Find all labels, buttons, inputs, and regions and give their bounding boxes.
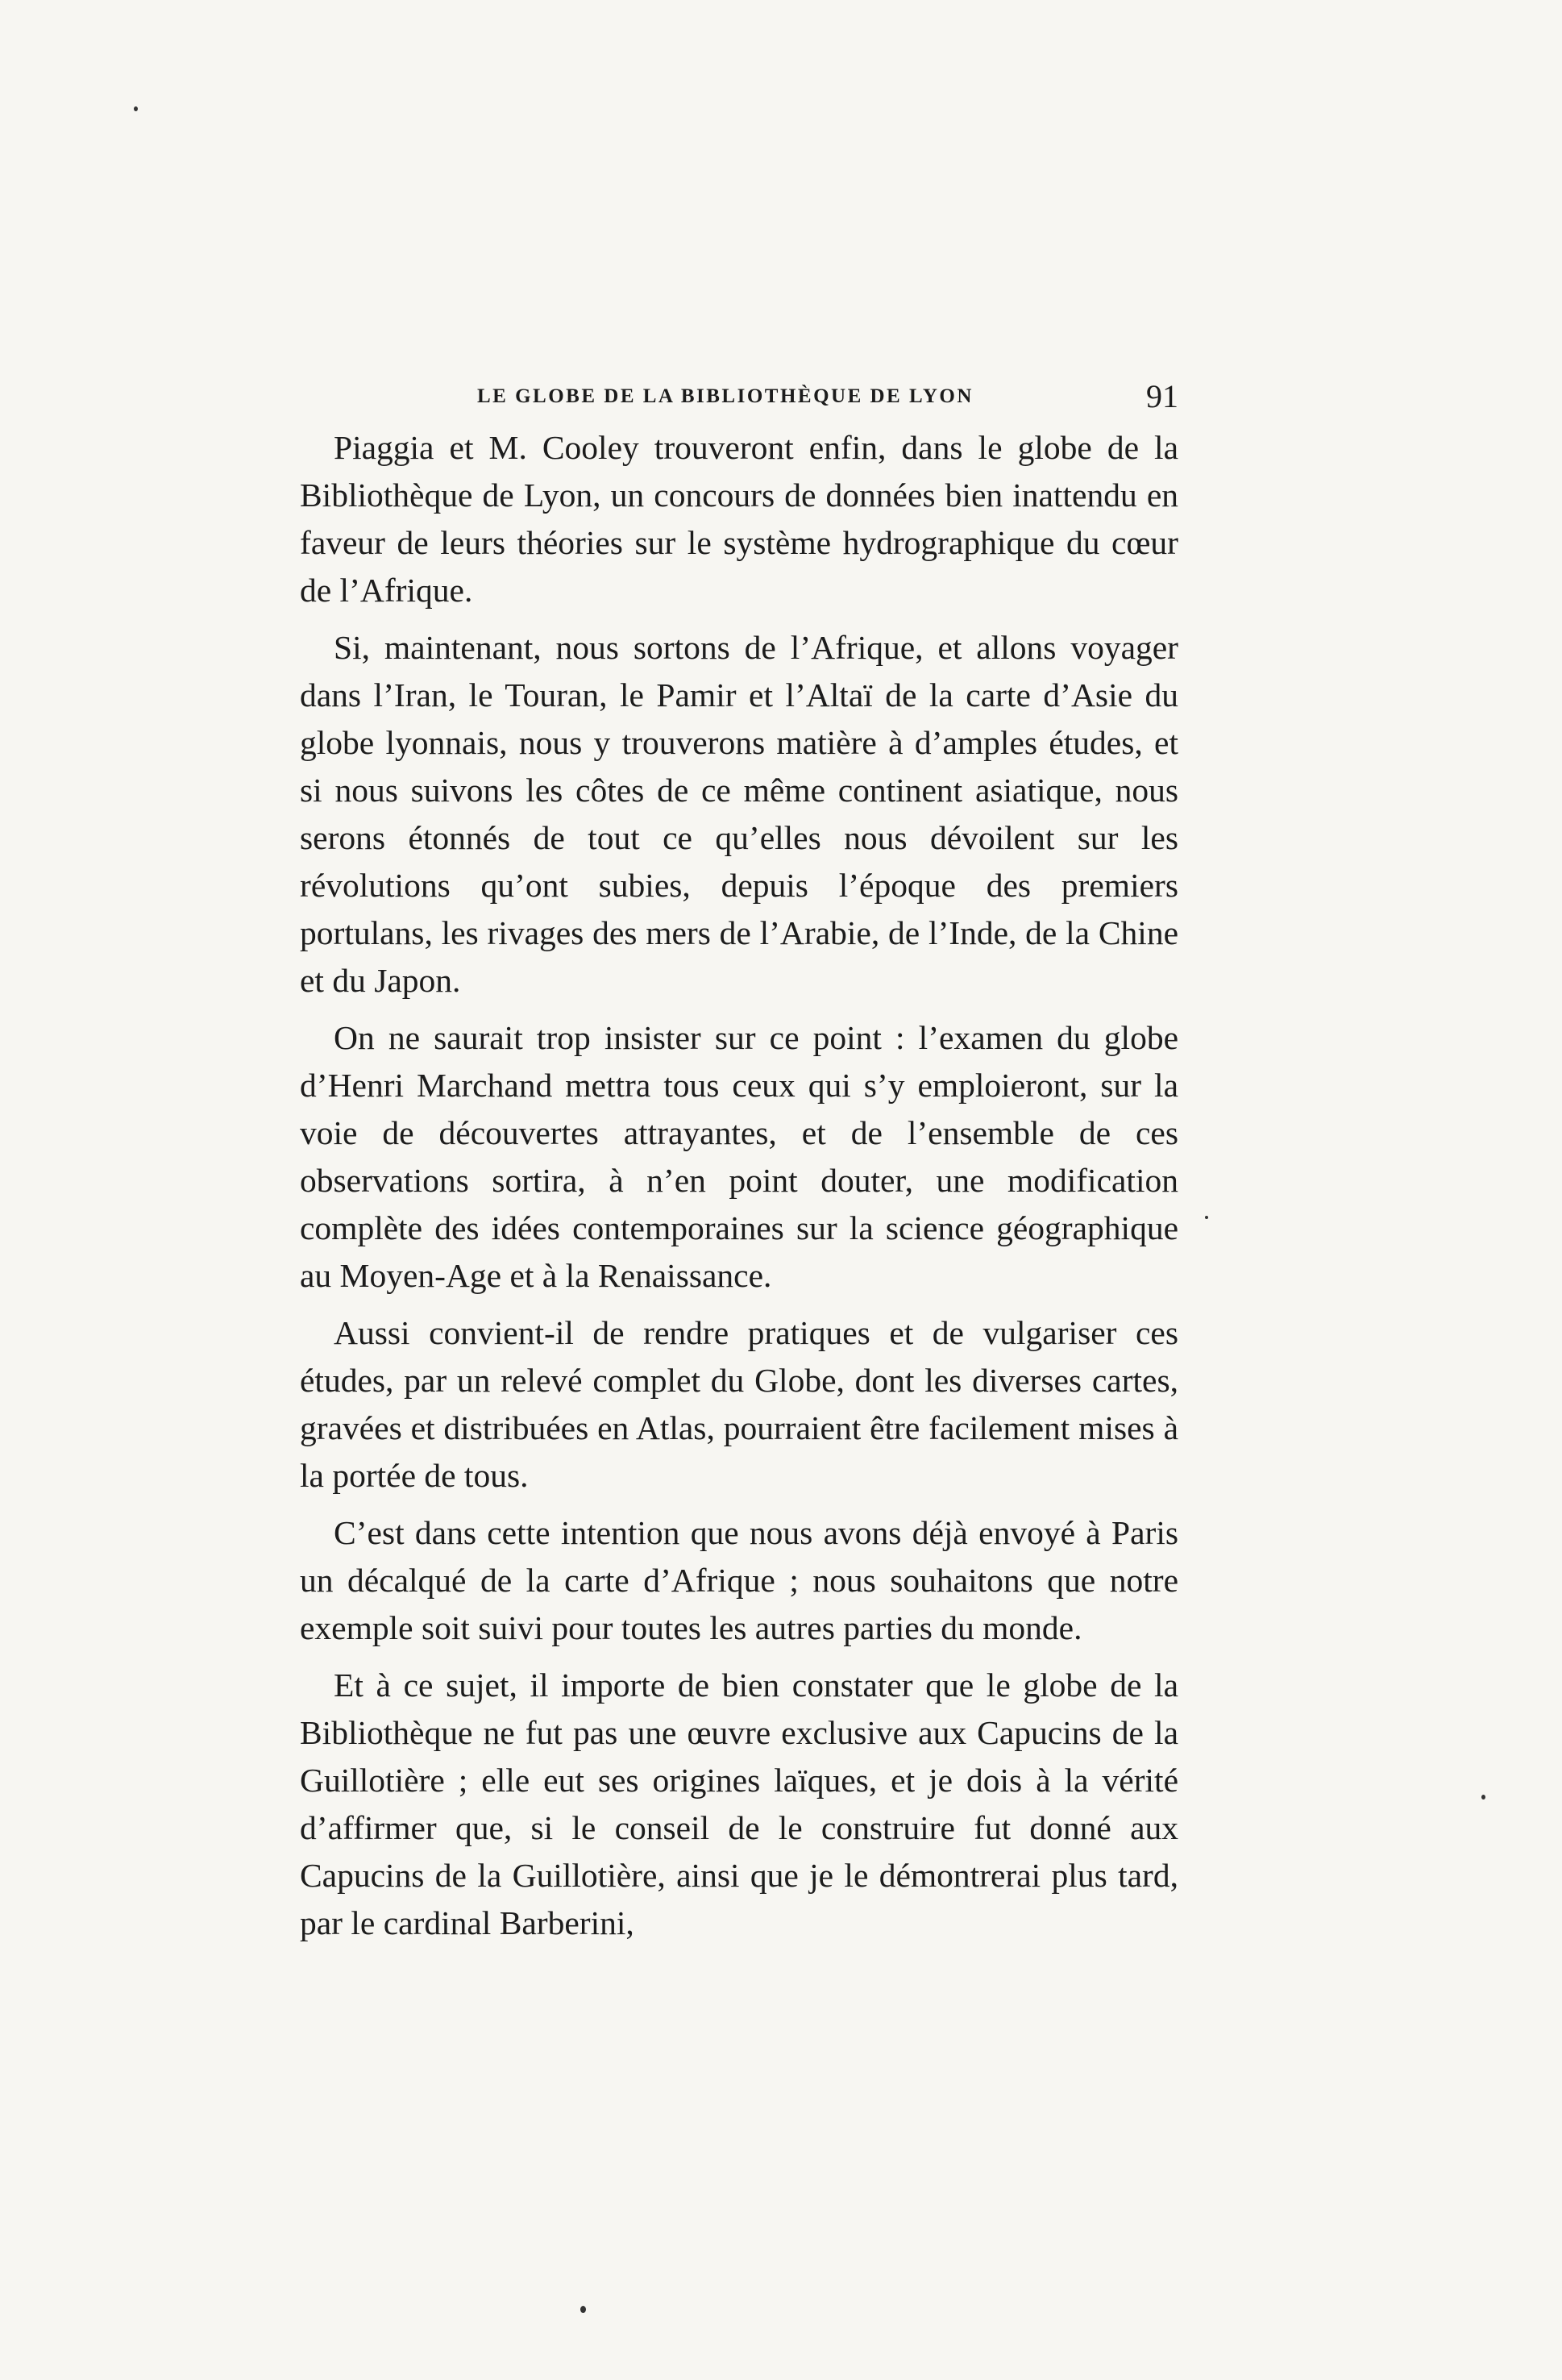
body-text <box>300 424 1178 1957</box>
running-title: LE GLOBE DE LA BIBLIOTHÈQUE DE LYON <box>477 385 974 407</box>
paragraph-2: Si, maintenant, nous sortons de l’Afrique, et allons voyager dans l’Iran, le Touran, le Pamir et l’Altaï de la carte d’Asie du globe lyonnais, nous y trouverons matière à d’amples études, et si nous suivons les côtes de ce même continent asiatique, nous serons étonnés de tout ce qu’elles nous dévoilent sur les révolutions qu’ont subies, depuis l’époque des premiers portulans, les rivages des mers de l’Arabie, de l’Inde, de la Chine et du Japon. <box>300 629 1178 999</box>
paper-speck <box>134 106 138 111</box>
paragraph-4: Aussi convient-il de rendre pratiques et de vulgariser ces études, par un relevé complet du Globe, dont les diverses cartes, gravées et distribuées en Atlas, pourraient être facilement mises à la portée de tous. <box>300 1314 1178 1494</box>
page-number: 91 <box>1146 378 1178 414</box>
paragraph-6: Et à ce sujet, il importe de bien constater que le globe de la Bibliothèque ne fut pas une œuvre exclusive aux Capucins de la Guillotière ; elle eut ses origines laïques, et je dois à la vérité d’affirmer que, si le conseil de le construire fut donné aux Capucins de la Guillotière, ainsi que je le démontrerai plus tard, par le cardinal Barberini, <box>300 1666 1178 1941</box>
paragraph-1: Piaggia et M. Cooley trouveront enfin, dans le globe de la Bibliothèque de Lyon, un concours de données bien inattendu en faveur de leurs théories sur le système hydrographique du cœur de l’Afrique. <box>300 429 1178 609</box>
running-head <box>300 377 1178 418</box>
paragraph-5: C’est dans cette intention que nous avons déjà envoyé à Paris un décalqué de la carte d’Afrique ; nous souhaitons que notre exemple soit suivi pour toutes les autres parties du monde. <box>300 1514 1178 1646</box>
paper-speck <box>1205 1216 1208 1219</box>
paper-speck <box>580 2306 586 2313</box>
paragraph-3: On ne saurait trop insister sur ce point : l’examen du globe d’Henri Marchand mettra tous ceux qui s’y emploieront, sur la voie de découvertes attrayantes, et de l’ensemble de ces observations sortira, à n’en point douter, une modification complète des idées contemporaines sur la science géographique au Moyen-Age et à la Renaissance. <box>300 1019 1178 1294</box>
paper-speck <box>1481 1795 1485 1800</box>
